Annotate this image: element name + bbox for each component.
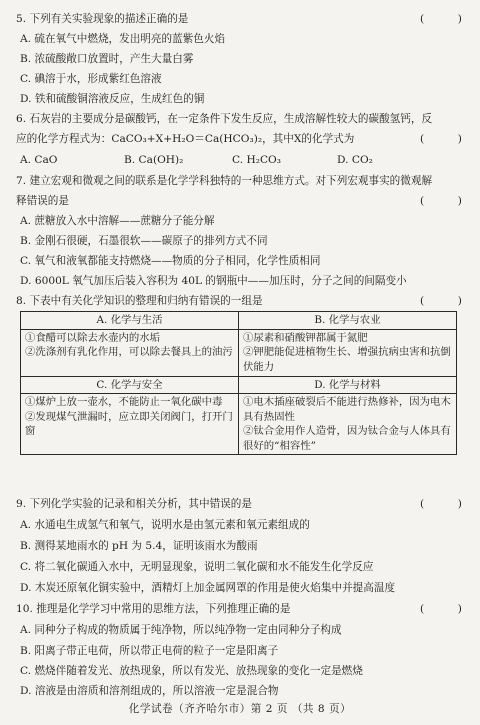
table-header-a: A. 化学与生活 (21, 312, 239, 330)
q5-option-d: D. 铁和硫酸铜溶液反应，生成红色的铜 (20, 93, 205, 105)
q10-option-c: C. 燃烧伴随着发光、放热现象，所以有发光、放热现象的变化一定是燃烧 (20, 665, 363, 677)
q9-option-c: C. 将二氧化碳通入水中，无明显现象，说明二氧化碳和水不能发生化学反应 (20, 561, 374, 573)
table-header-b: B. 化学与农业 (239, 312, 457, 330)
q9-option-d: D. 木炭还原氧化铜实验中，酒精灯上加金属网罩的作用是使火焰集中并提高温度 (20, 582, 396, 594)
q5-answer-bracket: ( ) (420, 13, 462, 25)
page-footer: 化学试卷（齐齐哈尔市）第 2 页 （共 8 页） (128, 703, 352, 715)
table-header-c: C. 化学与安全 (21, 376, 239, 394)
q7-stem-line2: 释错误的是 (16, 195, 69, 207)
q6-stem-line2: 应的化学方程式为：CaCO₃+X+H₂O＝Ca(HCO₃)₂，其中X的化学式为 (16, 133, 355, 145)
table-cell-b: ①尿素和硝酸钾都属于氮肥 ②钾肥能促进植物生长、增强抗病虫害和抗倒伏能力 (239, 329, 457, 376)
q7-option-d: D. 6000L 氧气加压后装入容积为 40L 的钢瓶中——加压时，分子之间的间隔变小 (20, 275, 407, 287)
q7-stem-line1: 7. 建立宏观和微观之间的联系是化学学科独特的一种思维方式。对下列宏观事实的微观解 (16, 175, 433, 187)
q6-option-c: C. H₂CO₃ (232, 154, 281, 166)
q9-option-b: B. 测得某地雨水的 pH 为 5.4，证明该雨水为酸雨 (20, 540, 258, 552)
q7-option-c: C. 氧气和液氧都能支持燃烧——物质的分子相同，化学性质相同 (20, 255, 321, 267)
table-cell-d: ①电木插座破裂后不能进行热修补，因为电木具有热固性 ②钛合金用作人造骨，因为钛合金与人体具有很好的“相容性” (239, 394, 457, 455)
q10-stem: 10. 推理是化学学习中常用的思维方法，下列推理正确的是 (16, 603, 291, 615)
table-cell-c: ①煤炉上放一壶水，不能防止一氧化碳中毒 ②发现煤气泄漏时，应立即关闭阀门，打开门窗 (21, 394, 239, 455)
q7-answer-bracket: ( ) (420, 195, 462, 207)
q10-option-b: B. 阳离子带正电荷，所以带正电荷的粒子一定是阳离子 (20, 645, 279, 657)
q8-stem: 8. 下表中有关化学知识的整理和归纳有错误的一组是 (16, 295, 263, 307)
q9-answer-bracket: ( ) (420, 498, 462, 510)
q10-option-d: D. 溶液是由溶质和溶剂组成的，所以溶液一定是混合物 (20, 685, 279, 697)
q5-option-c: C. 碘溶于水，形成紫红色溶液 (20, 73, 162, 85)
q6-option-b: B. Ca(OH)₂ (124, 154, 184, 166)
table-cell-a: ①食醋可以除去水壶内的水垢 ②洗涤剂有乳化作用，可以除去餐具上的油污 (21, 329, 239, 376)
q7-option-b: B. 金刚石很硬，石墨很软——碳原子的排列方式不同 (20, 235, 268, 247)
q7-option-a: A. 蔗糖放入水中溶解——蔗糖分子能分解 (20, 215, 215, 227)
q5-option-b: B. 浓硫酸敞口放置时，产生大量白雾 (20, 53, 194, 65)
q8-answer-bracket: ( ) (420, 295, 462, 307)
q10-answer-bracket: ( ) (420, 603, 462, 615)
q6-answer-bracket: ( ) (420, 133, 462, 145)
q10-option-a: A. 同种分子构成的物质属于纯净物，所以纯净物一定由同种分子构成 (20, 624, 342, 636)
table-header-d: D. 化学与材料 (239, 376, 457, 394)
q6-option-d: D. CO₂ (337, 154, 373, 166)
q5-option-a: A. 硫在氧气中燃烧，发出明亮的蓝紫色火焰 (20, 33, 226, 45)
q9-stem: 9. 下列化学实验的记录和相关分析，其中错误的是 (16, 498, 252, 510)
q9-option-a: A. 水通电生成氢气和氧气，说明水是由氢元素和氧元素组成的 (20, 519, 310, 531)
q8-knowledge-table (20, 311, 457, 455)
q5-stem: 5. 下列有关实验现象的描述正确的是 (16, 13, 189, 25)
q6-option-a: A. CaO (20, 154, 58, 166)
q6-stem-line1: 6. 石灰岩的主要成分是碳酸钙，在一定条件下发生反应，生成溶解性较大的碳酸氢钙，反 (16, 113, 433, 125)
